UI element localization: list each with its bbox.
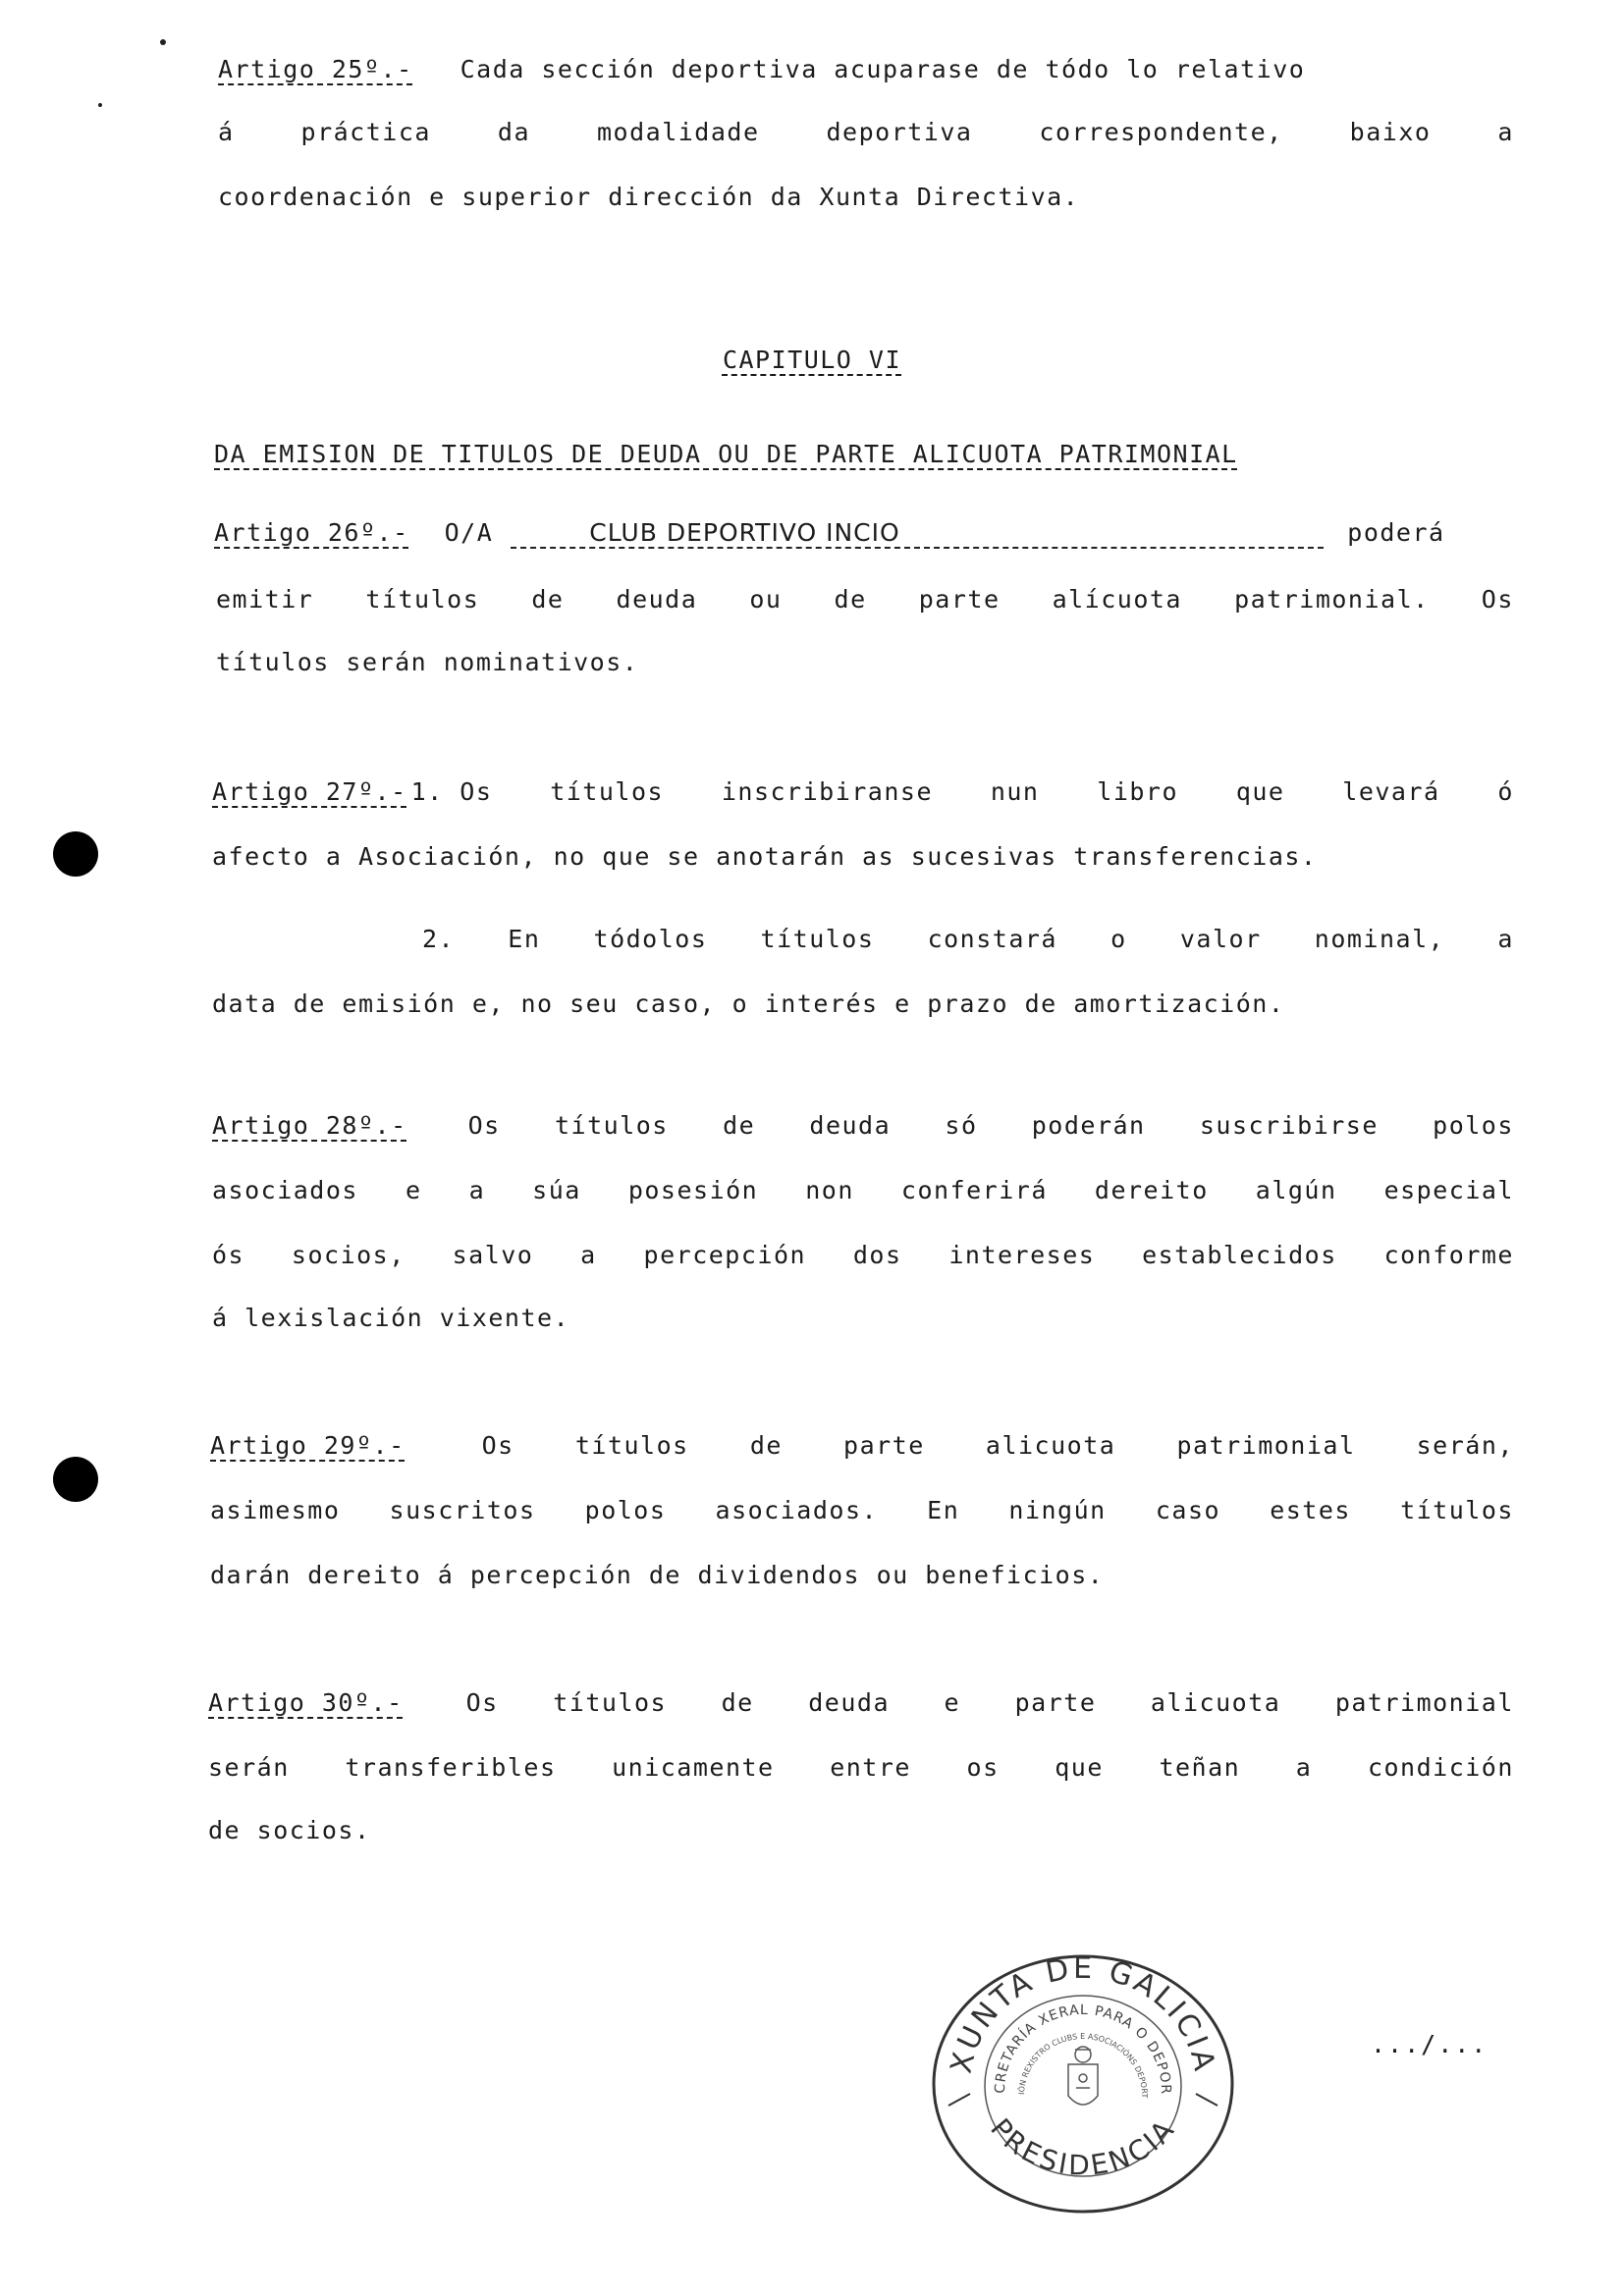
art30-line2 — [208, 1753, 1514, 1782]
club-name-field — [511, 518, 1324, 549]
art28-line3-word: socios, — [291, 1241, 406, 1269]
art27-line3-word: nominal, — [1314, 925, 1445, 953]
art26-line2-word: de — [531, 585, 565, 614]
speck — [98, 103, 102, 107]
art28-line1 — [212, 1111, 1514, 1140]
art28-line3-word: establecidos — [1142, 1241, 1337, 1269]
art30-line1 — [208, 1688, 1514, 1717]
chapter-heading — [214, 440, 1238, 468]
art30-text-1-word: de — [721, 1688, 754, 1717]
art30-text-1-word: Os — [465, 1688, 499, 1717]
art29-line2-word: En — [927, 1496, 960, 1524]
speck — [160, 39, 166, 45]
art29-text-1 — [482, 1431, 1514, 1460]
art30-label: Artigo 30º.- — [208, 1688, 404, 1717]
art27-line3-word: títulos — [760, 925, 875, 953]
art30-text-3: de socios. — [208, 1816, 371, 1844]
art25-line2-word: da — [497, 118, 531, 146]
art29-text-1-word: serán, — [1416, 1431, 1514, 1460]
art26-line1 — [214, 518, 1514, 549]
art29-text-1-word: de — [749, 1431, 783, 1460]
svg-text:PRESIDENCIA — [984, 2112, 1182, 2182]
art26-label: Artigo 26º.- — [214, 518, 409, 547]
art29-text-1-word: patrimonial — [1176, 1431, 1356, 1460]
art25-label: Artigo 25º.- — [218, 55, 413, 83]
art28-line3-word: dos — [852, 1241, 902, 1269]
art27-line1 — [212, 777, 1514, 806]
art27-text-1-word: que — [1235, 777, 1285, 806]
art29-line2-word: ningún — [1008, 1496, 1107, 1524]
art30-line2-word: os — [966, 1753, 1000, 1782]
art30-line2-word: que — [1055, 1753, 1104, 1782]
art28-line2-word: non — [805, 1176, 854, 1204]
art28-line2-word: dereito — [1094, 1176, 1209, 1204]
art28-line3 — [212, 1241, 1514, 1269]
art29-text-3: darán dereito á percepción de dividendos ou beneficios. — [210, 1561, 1105, 1589]
art28-text-1-word: só — [945, 1111, 978, 1140]
art26-line2-word: Os — [1481, 585, 1514, 614]
art26-line2-word: ou — [749, 585, 783, 614]
art27-line3-word: En — [508, 925, 541, 953]
art30-text-1-word: títulos — [553, 1688, 668, 1717]
art30-line2-word: serán — [208, 1753, 290, 1782]
art28-text-1-word: títulos — [554, 1111, 669, 1140]
art25-line3 — [218, 183, 1079, 211]
stamp-outer-top: XUNTA DE GALICIA — [944, 1950, 1222, 2077]
stamp-inner-top: CRETARÍA XERAL PARA O DEPOR — [992, 2002, 1174, 2095]
art27-line3-word: valor — [1179, 925, 1262, 953]
art30-line3 — [208, 1816, 371, 1844]
art29-label: Artigo 29º.- — [210, 1431, 406, 1460]
art27-line3-word: 2. — [422, 925, 456, 953]
art28-text-1-word: suscribirse — [1199, 1111, 1379, 1140]
art27-text-1-word: inscribiranse — [721, 777, 934, 806]
art27-text-4: data de emisión e, no seu caso, o interés e prazo de amortización. — [212, 989, 1285, 1018]
art28-line2 — [212, 1176, 1514, 1204]
art26-line2-word: alícuota — [1052, 585, 1182, 614]
art27-line3-word: a — [1497, 925, 1514, 953]
art28-line4 — [212, 1304, 569, 1332]
art28-text-1-word: Os — [467, 1111, 501, 1140]
art25-line2-word: deportiva — [826, 118, 973, 146]
art28-text-1-word: deuda — [809, 1111, 892, 1140]
art29-line2-word: caso — [1155, 1496, 1221, 1524]
art27-text-2: afecto a Asociación, no que se anotarán as sucesivas transferencias. — [212, 842, 1318, 871]
art29-text-1-word: parte — [843, 1431, 925, 1460]
art30-line2-word: teñan — [1159, 1753, 1241, 1782]
art25-line1 — [218, 55, 1514, 83]
art25-text-3: coordenación e superior dirección da Xunta Directiva. — [218, 183, 1080, 211]
art29-line1 — [210, 1431, 1514, 1460]
art29-line2-word: estes — [1270, 1496, 1351, 1524]
art26-line2-word: títulos — [365, 585, 480, 614]
stamp-outer-bottom: PRESIDENCIA — [984, 2111, 1182, 2182]
art29-line3 — [210, 1561, 1104, 1589]
club-name: CLUB DEPORTIVO INCIO — [589, 518, 900, 547]
art29-line2 — [210, 1496, 1514, 1524]
art28-line2-word: e — [405, 1176, 422, 1204]
art27-line3-word: tódolos — [593, 925, 708, 953]
art26-line2-word: parte — [918, 585, 1001, 614]
coat-of-arms-icon — [1068, 2047, 1098, 2105]
art27-text-1-word: títulos — [550, 777, 665, 806]
chapter-title: CAPITULO VI — [722, 346, 902, 374]
art28-line3-word: intereses — [948, 1241, 1096, 1269]
art26-line2-word: emitir — [216, 585, 314, 614]
art27-line3-word: constará — [927, 925, 1057, 953]
art26-suffix: poderá — [1347, 518, 1445, 547]
art25-line2-word: á — [218, 118, 235, 146]
art28-text-1-word: de — [723, 1111, 756, 1140]
art28-label: Artigo 28º.- — [212, 1111, 407, 1140]
art29-line2-word: títulos — [1400, 1496, 1514, 1524]
art29-line2-word: polos — [584, 1496, 667, 1524]
art26-line2-word: deuda — [616, 585, 698, 614]
punch-hole-bottom — [53, 1457, 98, 1502]
art30-line2-word: a — [1295, 1753, 1313, 1782]
art27-label: Artigo 27º.- — [212, 777, 407, 806]
art30-line2-word: condición — [1367, 1753, 1514, 1782]
art27-text-1 — [411, 777, 1514, 806]
art30-text-1-word: patrimonial — [1334, 1688, 1514, 1717]
art28-text-4: á lexislación vixente. — [212, 1304, 570, 1332]
art29-text-1-word: Os — [481, 1431, 514, 1460]
art28-line2-word: conferirá — [900, 1176, 1048, 1204]
art27-text-1-word: levará — [1342, 777, 1440, 806]
art28-text-1 — [468, 1111, 1514, 1140]
art25-line2 — [218, 118, 1514, 146]
chapter-title-row — [0, 346, 1624, 374]
art25-line2-word: correspondente, — [1039, 118, 1283, 146]
stamp-inner-small: IÓN REXISTRO CLUBS E ASOCIACIÓNS DEPORT — [1017, 2031, 1150, 2099]
art26-line2-word: de — [834, 585, 867, 614]
art30-line2-word: transferibles — [345, 1753, 557, 1782]
art28-line2-word: especial — [1383, 1176, 1514, 1204]
stamp-seal — [931, 1949, 1235, 2214]
art27-line3-word: o — [1110, 925, 1127, 953]
punch-hole-top — [53, 831, 98, 877]
art30-text-1 — [466, 1688, 1514, 1717]
art29-line2-word: suscritos — [389, 1496, 536, 1524]
art28-line2-word: algún — [1255, 1176, 1337, 1204]
art25-line2-word: práctica — [300, 118, 431, 146]
art27-text-1-word: libro — [1097, 777, 1179, 806]
art27-text-1-word: nun — [990, 777, 1040, 806]
art28-line3-word: percepción — [643, 1241, 807, 1269]
art30-line2-word: entre — [830, 1753, 911, 1782]
art28-text-1-word: poderán — [1031, 1111, 1146, 1140]
art25-line2-word: baixo — [1349, 118, 1432, 146]
art28-line3-word: salvo — [452, 1241, 534, 1269]
art30-text-1-word: alicuota — [1150, 1688, 1281, 1717]
art27-text-1-word: 1. Os — [410, 777, 493, 806]
art30-text-1-word: deuda — [808, 1688, 891, 1717]
continuation-mark: .../... — [1371, 2030, 1489, 2058]
art29-text-1-word: títulos — [574, 1431, 689, 1460]
art28-line2-word: asociados — [212, 1176, 358, 1204]
art30-line2-word: unicamente — [612, 1753, 775, 1782]
art26-line3 — [216, 648, 638, 676]
art30-text-1-word: parte — [1014, 1688, 1097, 1717]
art29-text-1-word: alicuota — [985, 1431, 1116, 1460]
chapter-heading-text: DA EMISION DE TITULOS DE DEUDA OU DE PARTE ALICUOTA PATRIMONIAL — [214, 440, 1238, 468]
art26-line2 — [216, 585, 1514, 614]
art28-line3-word: a — [580, 1241, 597, 1269]
art28-line3-word: ós — [212, 1241, 245, 1269]
art25-text-1: Cada sección deportiva acuparase de tódo lo relativo — [460, 55, 1306, 83]
art28-line2-word: a — [468, 1176, 486, 1204]
art29-line2-word: asimesmo — [210, 1496, 341, 1524]
art27-line3 — [422, 925, 1514, 953]
art30-text-1-word: e — [944, 1688, 961, 1717]
art26-text-3: títulos serán nominativos. — [216, 648, 639, 676]
art25-line2-word: a — [1497, 118, 1514, 146]
art27-text-1-word: ó — [1497, 777, 1514, 806]
art27-line2 — [212, 842, 1318, 871]
art25-line2-word: modalidade — [597, 118, 760, 146]
art28-line2-word: posesión — [627, 1176, 759, 1204]
official-stamp — [931, 1949, 1235, 2214]
art26-prefix: O/A — [444, 518, 494, 547]
art26-line2-word: patrimonial. — [1234, 585, 1430, 614]
art28-text-1-word: polos — [1433, 1111, 1514, 1140]
art29-line2-word: asociados. — [715, 1496, 879, 1524]
art28-line2-word: súa — [532, 1176, 581, 1204]
art28-line3-word: conforme — [1383, 1241, 1514, 1269]
art27-line4 — [212, 989, 1284, 1018]
